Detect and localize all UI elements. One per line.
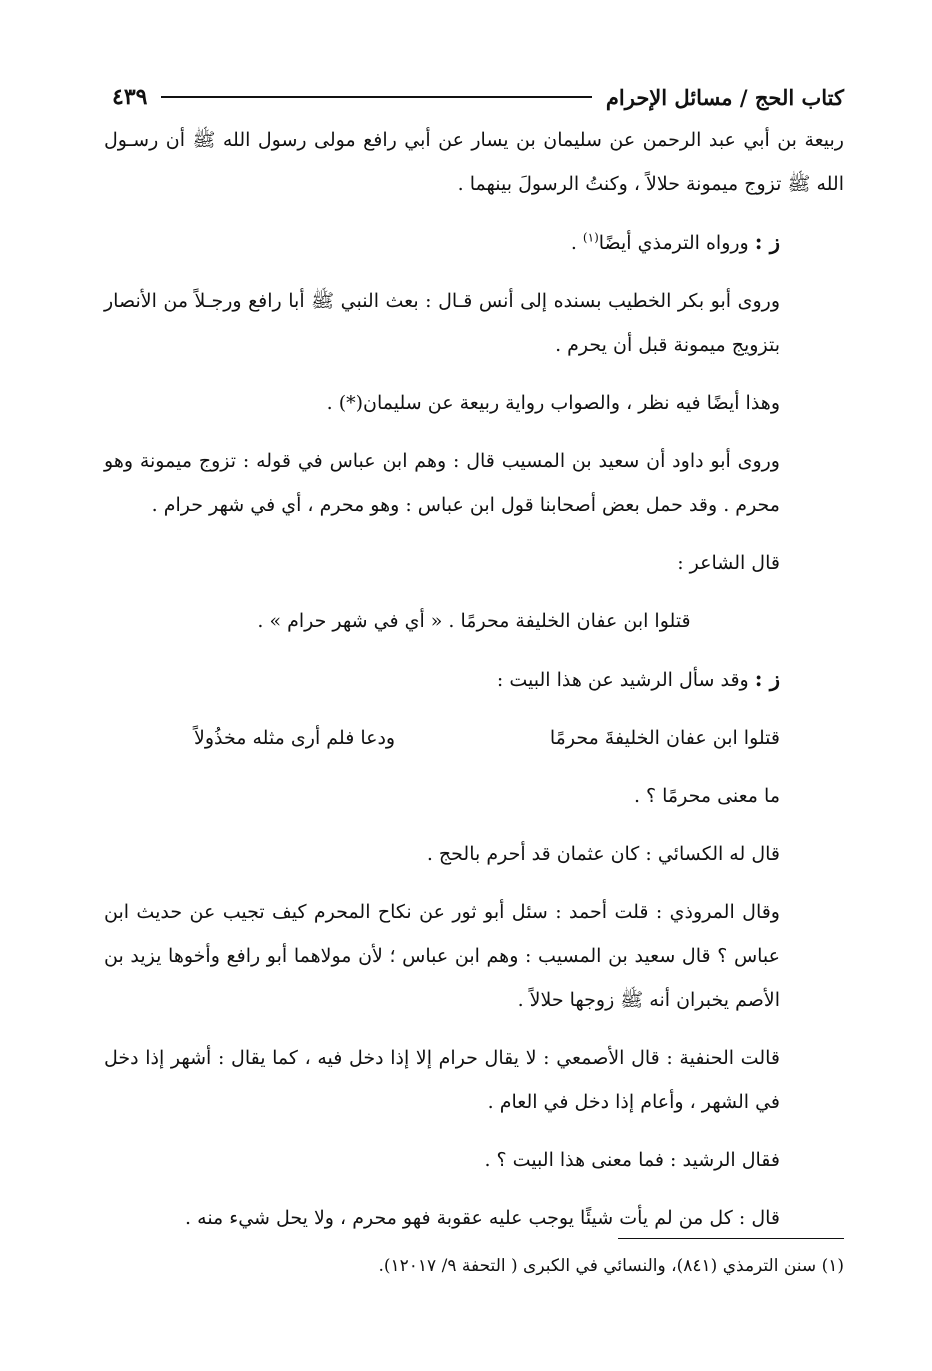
paragraph-8: قال له الكسائي : كان عثمان قد أحرم بالحج . — [426, 843, 780, 865]
footnote-ref: (١) — [582, 230, 599, 245]
paragraph-10: قالت الحنفية : قال الأصمعي : لا يقال حرام إلا إذا دخل فيه ، كما يقال : أشهر إذا دخل في الشهر ، وأعام إذا دخل في العام . — [104, 1047, 780, 1113]
z-note-1-end: . — [570, 232, 577, 254]
z-mark: ز : — [754, 229, 780, 254]
z-mark-2: ز : — [754, 666, 780, 691]
paragraph-12: قال : كل من لم يأت شيئًا يوجب عليه عقوبة فهو محرم ، ولا يحل شيء منه . — [185, 1207, 780, 1229]
chapter-title: كتاب الحج / مسائل الإحرام — [605, 84, 844, 110]
poem-verse — [104, 716, 844, 760]
paragraph-11: فقال الرشيد : فما معنى هذا البيت ؟ . — [484, 1149, 780, 1171]
z-note-1-text: ورواه الترمذي أيضًا — [598, 232, 749, 254]
verse-second-half: ودعا فلم أرى مثله مخذُولاً — [194, 727, 396, 749]
paragraph-1: ربيعة بن أبي عبد الرحمن عن سليمان بن يسار عن أبي رافع مولى رسول الله ﷺ أن رسـول الله ﷺ تزوج ميمونة حلالاً ، وكنتُ الرسولَ بينهما . — [104, 129, 844, 195]
paragraph-5: قال الشاعر : — [677, 552, 780, 574]
paragraph-2: وروى أبو بكر الخطيب بسنده إلى أنس قـال : بعث النبي ﷺ أبا رافع ورجـلاً من الأنصار بتزويج ميمونة قبل أن يحرم . — [104, 290, 780, 356]
page-number: ٤٣٩ — [112, 84, 148, 110]
paragraph-9: وقال المروذي : قلت أحمد : سئل أبو ثور عن نكاح المحرم كيف تجيب عن حديث ابن عباس ؟ قال سعيد بن المسيب : وهم ابن عباس ؛ لأن مولاهما أبو رافع وأخوها يزيد بن الأصم يخبران أنه ﷺ زوجها حلالاً . — [104, 901, 780, 1011]
z-note-1 — [104, 220, 844, 265]
paragraph-3: وهذا أيضًا فيه نظر ، والصواب رواية ربيعة عن سليمان(*) . — [326, 392, 780, 414]
z-note-2 — [104, 657, 844, 702]
z-note-2-text: وقد سأل الرشيد عن هذا البيت : — [496, 669, 749, 691]
verse-first-half: قتلوا ابن عفان الخليفةَ محرمًا — [549, 727, 780, 749]
paragraph-6: قتلوا ابن عفان الخليفة محرمًا . « أي في شهر حرام » . — [257, 610, 691, 632]
paragraph-4: وروى أبو داود أن سعيد بن المسيب قال : وهم ابن عباس في قوله : تزوج ميمونة وهو محرم . وقد حمل بعض أصحابنا قول ابن عباس : وهو محرم ، أي في شهر حرام . — [104, 450, 780, 516]
footnote-rule — [618, 1238, 844, 1239]
paragraph-7: ما معنى محرمًا ؟ . — [633, 785, 780, 807]
footnote: (١) سنن الترمذي (٨٤١)، والنسائي في الكبرى ( التحفة ٩/ ١٢٠١٧). — [378, 1256, 844, 1276]
running-header — [112, 80, 844, 114]
header-rule — [161, 96, 591, 98]
page-body — [104, 118, 844, 1254]
